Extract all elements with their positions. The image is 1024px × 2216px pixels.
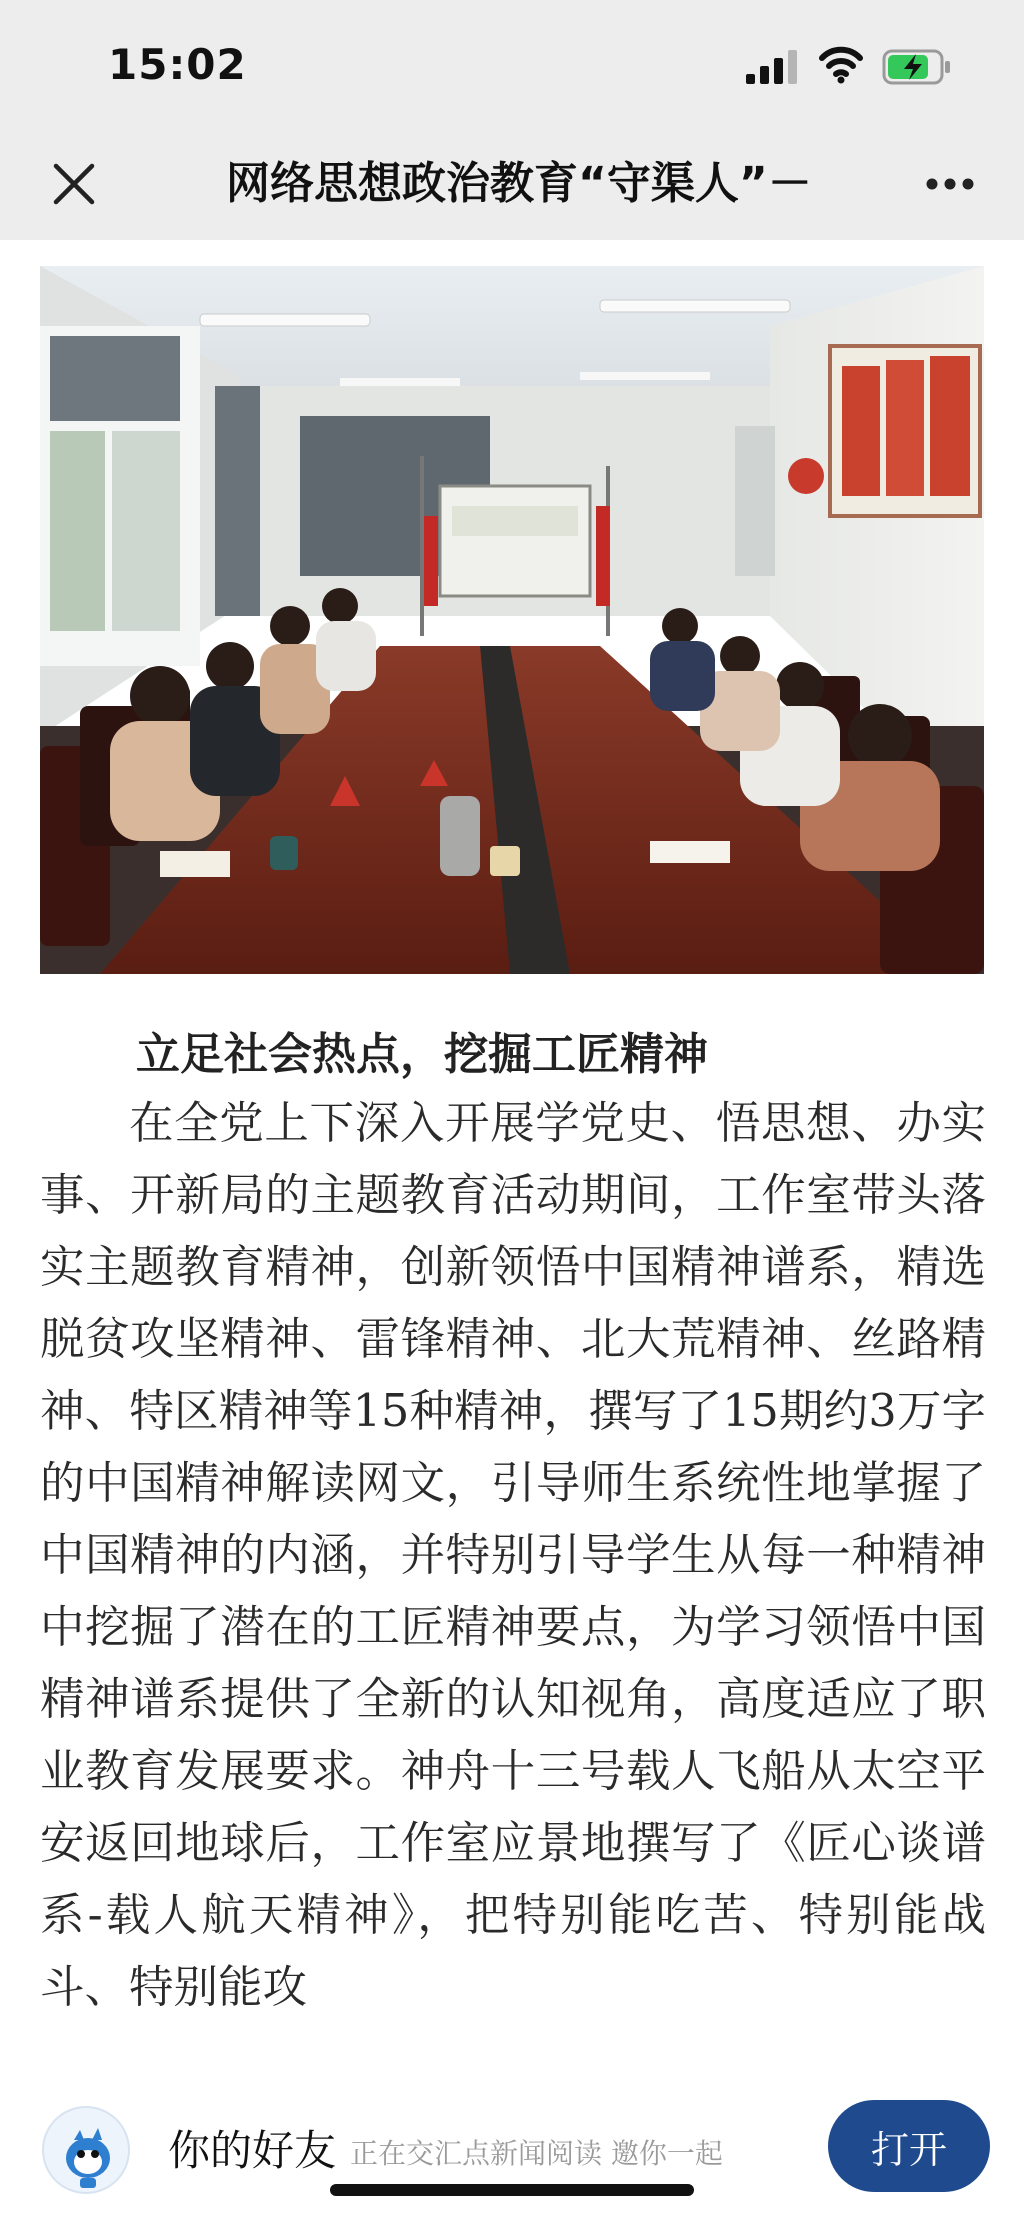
section-heading: 立足社会热点，挖掘工匠精神 <box>136 1029 708 1080</box>
mascot-icon <box>44 2108 130 2194</box>
nav-bar <box>0 130 1024 240</box>
friend-label: 你的好友 <box>168 2126 337 2175</box>
status-time: 15:02 <box>108 40 247 89</box>
status-bar <box>0 0 1024 130</box>
wifi-icon <box>818 44 864 84</box>
close-icon <box>52 162 96 206</box>
invite-text: 正在交汇点新闻阅读 邀你一起 <box>350 2137 723 2170</box>
meeting-room-photo[interactable] <box>40 266 984 974</box>
signal-icon <box>744 50 800 84</box>
page-title: 网络思想政治教育“守渠人”－ <box>226 158 812 209</box>
open-button[interactable]: 打开 <box>828 2100 990 2192</box>
article-paragraph: 在全党上下深入开展学党史、悟思想、办实事、开新局的主题教育活动期间，工作室带头落实主题教育精神，创新领悟中国精神谱系，精选脱贫攻坚精神、雷锋精神、北大荒精神、丝路精神、特区精神等15种精神，撰写了15期约3万字的中国精神解读网文，引导师生系统性地掌握了中国精神的内涵，并特别引导学生从每一种精神中挖掘了潜在的工匠精神要点，为学习领悟中国精神谱系提供了全新的认知视角，高度适应了职业教育发展要求。神舟十三号载人飞船从太空平安返回地球后，工作室应景地撰写了《匠心谈谱系-载人航天精神》，把特别能吃苦、特别能战斗、特别能攻 <box>40 1098 986 2013</box>
app-avatar[interactable] <box>42 2106 130 2194</box>
home-indicator[interactable] <box>330 2184 694 2196</box>
more-button[interactable] <box>918 154 982 214</box>
meeting-room-image <box>40 266 984 974</box>
article-content[interactable] <box>0 240 1024 2070</box>
battery-icon <box>882 48 952 86</box>
close-button[interactable] <box>44 154 104 214</box>
more-icon <box>925 177 975 191</box>
